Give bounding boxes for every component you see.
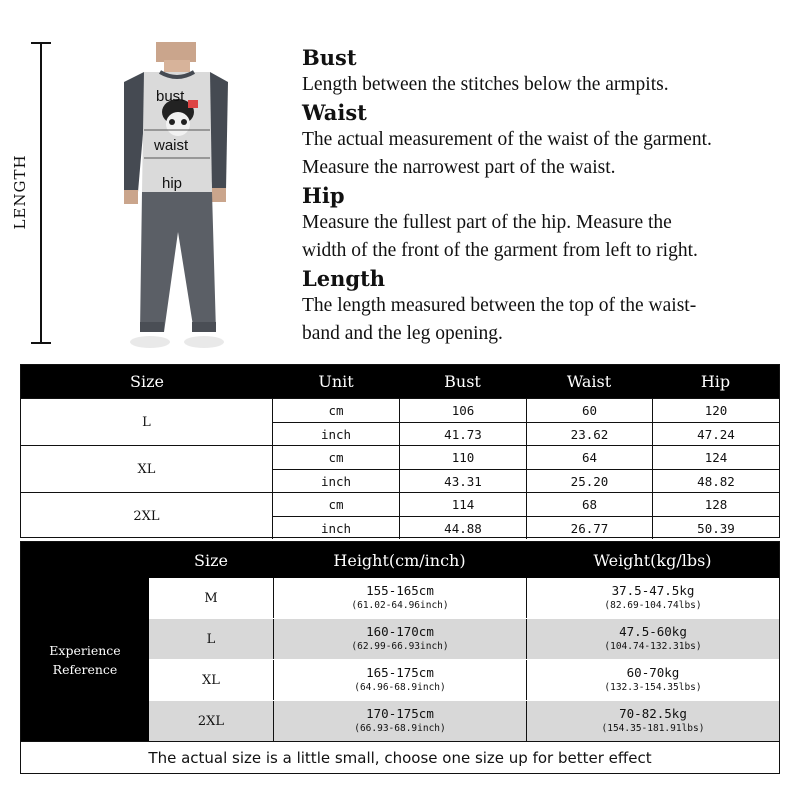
header-size: Size: [194, 550, 228, 570]
figure-label-bust: bust: [156, 88, 185, 105]
weight-cell: [526, 701, 779, 741]
unit-cell: cm: [328, 403, 344, 418]
weight-lbs: (132.3-154.35lbs): [604, 682, 702, 693]
table-row: [273, 422, 779, 445]
size-table-header: [21, 365, 779, 398]
length-scale-bottom-cap: [31, 342, 51, 344]
left-sleeve: [124, 72, 144, 192]
definition-text-waist-2: Measure the narrowest part of the waist.: [302, 157, 616, 178]
model-head: [156, 42, 196, 62]
unit-cell: inch: [320, 426, 352, 442]
height-cell: [273, 619, 526, 659]
hip-cell: 124: [652, 446, 779, 469]
model-figure: [104, 42, 254, 350]
size-cell: XL: [21, 446, 273, 492]
weight-lbs: (104.74-132.31bs): [604, 641, 702, 652]
measurement-definitions: [302, 44, 792, 348]
weight-kg: 60-70kg: [626, 665, 680, 680]
header-size: Size: [130, 372, 164, 391]
height-inch: (61.02-64.96inch): [351, 600, 449, 611]
weight-cell: [526, 578, 779, 618]
waist-cell: 25.20: [526, 470, 652, 492]
left-slipper: [130, 336, 170, 348]
size-value: 2XL: [197, 713, 225, 729]
bust-cell: 114: [399, 493, 526, 516]
header-weight: Weight(kg/lbs): [593, 550, 712, 570]
size-cell: L: [21, 399, 273, 445]
experience-label-line1: Experience: [49, 642, 121, 658]
weight-kg: 37.5-47.5kg: [611, 583, 695, 598]
bust-cell: 41.73: [399, 423, 526, 445]
unit-cell: inch: [320, 520, 352, 536]
pajama-pants: [140, 192, 216, 332]
height-cm: 170-175cm: [366, 706, 434, 721]
length-label: LENGTH: [11, 154, 29, 230]
height-inch: (62.99-66.93inch): [351, 641, 449, 652]
weight-cell: [526, 660, 779, 700]
bust-cell: 44.88: [399, 517, 526, 539]
hip-cell: 47.24: [652, 423, 779, 445]
table-row: [149, 660, 779, 700]
table-row: [149, 619, 779, 659]
definition-term-waist: Waist: [302, 100, 367, 125]
table-row: [273, 493, 779, 516]
waist-cell: 26.77: [526, 517, 652, 539]
weight-lbs: (82.69-104.74lbs): [604, 600, 702, 611]
experience-reference-label: [21, 578, 149, 741]
bust-cell: 110: [399, 446, 526, 469]
height-cm: 155-165cm: [366, 583, 434, 598]
hip-cell: 48.82: [652, 470, 779, 492]
size-group-xl: [21, 445, 779, 492]
definition-text-bust: Length between the stitches below the armpits.: [302, 74, 669, 95]
header-hip: Hip: [700, 372, 731, 391]
length-scale-bar: [40, 42, 42, 344]
experience-label-line2: Reference: [52, 661, 118, 677]
height-cm: 165-175cm: [366, 665, 434, 680]
weight-kg: 70-82.5kg: [619, 706, 687, 721]
unit-cell: cm: [328, 497, 344, 512]
definition-text-hip-1: Measure the fullest part of the hip. Measure the: [302, 212, 672, 233]
waist-cell: 60: [526, 399, 652, 422]
height-cell: [273, 578, 526, 618]
definition-text-hip-2: width of the front of the garment from left to right.: [302, 240, 698, 261]
definition-term-bust: Bust: [302, 45, 357, 70]
definition-text-length-2: band and the leg opening.: [302, 323, 503, 344]
height-cell: [273, 701, 526, 741]
hip-cell: 50.39: [652, 517, 779, 539]
pajama-model-image: [104, 42, 254, 350]
size-cell: [149, 619, 273, 659]
experience-reference-table: [20, 541, 780, 774]
table-row: [273, 446, 779, 469]
definition-term-length: Length: [302, 266, 386, 291]
table-row: [149, 578, 779, 618]
height-inch: (66.93-68.9inch): [354, 723, 446, 734]
height-cm: 160-170cm: [366, 624, 434, 639]
header-bust: Bust: [444, 372, 481, 391]
size-cell: [149, 701, 273, 741]
size-value: XL: [202, 672, 220, 688]
length-scale: [11, 42, 62, 344]
header-height: Height(cm/inch): [333, 550, 466, 570]
bust-cell: 106: [399, 399, 526, 422]
definition-text-length-1: The length measured between the top of the waist-: [302, 295, 697, 316]
header-unit: Unit: [318, 372, 354, 391]
waist-cell: 23.62: [526, 423, 652, 445]
weight-kg: 47.5-60kg: [619, 624, 687, 639]
header-waist: Waist: [566, 372, 612, 391]
size-value: M: [204, 590, 218, 606]
hip-cell: 120: [652, 399, 779, 422]
definition-term-hip: Hip: [302, 183, 345, 208]
size-advice-note: The actual size is a little small, choose one size up for better effect: [21, 741, 779, 774]
table-row: [273, 516, 779, 539]
size-cell: [149, 660, 273, 700]
figure-label-hip: hip: [162, 175, 183, 192]
table-row: [273, 399, 779, 422]
waist-cell: 64: [526, 446, 652, 469]
definition-text-waist-1: The actual measurement of the waist of the garment.: [302, 129, 712, 150]
size-cell: 2XL: [21, 493, 273, 539]
hip-cell: 128: [652, 493, 779, 516]
size-cell: [149, 578, 273, 618]
height-cell: [273, 660, 526, 700]
weight-cell: [526, 619, 779, 659]
size-value: L: [206, 631, 216, 647]
unit-cell: cm: [328, 450, 344, 465]
size-group-2xl: [21, 492, 779, 539]
size-group-l: [21, 398, 779, 445]
figure-label-waist: waist: [154, 137, 189, 154]
unit-cell: inch: [320, 473, 352, 489]
weight-lbs: (154.35-181.91lbs): [601, 723, 705, 734]
size-table: [20, 364, 780, 538]
bust-cell: 43.31: [399, 470, 526, 492]
table-row: [149, 701, 779, 741]
height-inch: (64.96-68.9inch): [354, 682, 446, 693]
right-slipper: [184, 336, 224, 348]
waist-cell: 68: [526, 493, 652, 516]
table-row: [273, 469, 779, 492]
